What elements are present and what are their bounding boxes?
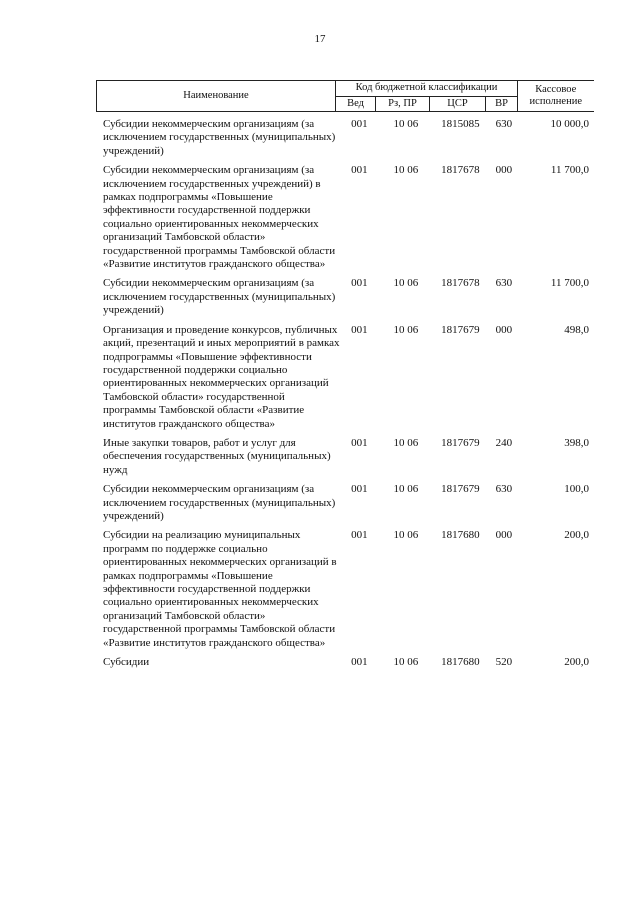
row-rz-pr: 10 06 xyxy=(393,656,419,669)
row-name: Иные закупки товаров, работ и услуг для обеспечения государственных (муниципальных) нужд xyxy=(103,436,331,476)
row-sum: 11 700,0 xyxy=(550,164,589,177)
row-ved: 001 xyxy=(351,656,368,669)
row-vr: 000 xyxy=(495,323,513,336)
table-row xyxy=(96,437,593,477)
row-ved: 001 xyxy=(351,118,368,130)
row-vr: 240 xyxy=(495,436,513,449)
header-rz-pr: Рз, ПР xyxy=(376,96,430,112)
table-row xyxy=(96,164,593,271)
row-name: Субсидии некоммерческим организациям (за исключением государственных (муниципальных) учреждений) xyxy=(103,118,336,157)
row-vr: 000 xyxy=(495,164,513,177)
row-rz-pr: 10 06 xyxy=(393,483,419,496)
row-rz-pr: 10 06 xyxy=(393,118,419,130)
table-row xyxy=(96,656,593,669)
row-sum: 200,0 xyxy=(564,529,589,542)
row-name: Организация и проведение конкурсов, публичных акций, презентаций и иных мероприятий в рамках подпрограммы «Повышение эффективности государственной поддержки социально ориентированных некоммерческих организаций Тамбовской области» государственной программы Тамбовской области «Развитие институтов гражданского общества» xyxy=(103,323,340,430)
row-csr: 1817680 xyxy=(441,656,480,669)
row-csr: 1817678 xyxy=(441,164,480,177)
row-name: Субсидии некоммерческим организациям (за исключением государственных учреждений) в рамках подпрограммы «Повышение эффективности государственной поддержки социально ориентированных некоммерческих организаций Тамбовской области» государственной программы Тамбовской области «Развитие институтов гражданского общества» xyxy=(103,164,336,271)
header-budget-code: Код бюджетной классификации xyxy=(336,81,518,97)
header-ved: Вед xyxy=(336,96,376,112)
row-name: Субсидии на реализацию муниципальных программ по поддержке социально ориентированных некоммерческих организаций в рамках подпрограммы «Повышение эффективности государственной поддержки социально ориентированных некоммерческих организаций Тамбовской области» государственной программы Тамбовской области «Развитие институтов гражданского общества» xyxy=(103,529,337,649)
table-row xyxy=(96,277,593,317)
table-row xyxy=(96,118,593,158)
header-csr: ЦСР xyxy=(430,96,486,112)
row-sum: 11 700,0 xyxy=(550,277,589,290)
row-sum: 100,0 xyxy=(564,483,589,496)
row-rz-pr: 10 06 xyxy=(393,164,419,177)
row-csr: 1815085 xyxy=(441,118,480,130)
row-vr: 630 xyxy=(495,118,513,130)
header-cash-execution: Кассовое исполнение xyxy=(518,81,594,112)
table-row xyxy=(96,529,593,650)
table-body xyxy=(96,118,593,675)
row-sum: 398,0 xyxy=(564,436,589,449)
row-ved: 001 xyxy=(351,164,368,177)
row-name: Субсидии некоммерческим организациям (за исключением государственных (муниципальных) учреждений) xyxy=(103,483,336,522)
row-ved: 001 xyxy=(351,529,368,542)
row-vr: 630 xyxy=(495,277,513,290)
row-ved: 001 xyxy=(351,323,368,336)
row-rz-pr: 10 06 xyxy=(393,529,419,542)
row-rz-pr: 10 06 xyxy=(393,323,419,336)
row-sum: 10 000,0 xyxy=(550,118,589,130)
row-csr: 1817680 xyxy=(441,529,480,542)
row-csr: 1817679 xyxy=(441,323,480,336)
table-row xyxy=(96,483,593,523)
row-ved: 001 xyxy=(351,436,368,449)
table-row xyxy=(96,324,593,431)
row-rz-pr: 10 06 xyxy=(393,277,419,290)
row-rz-pr: 10 06 xyxy=(393,436,419,449)
row-vr: 000 xyxy=(495,529,513,542)
row-ved: 001 xyxy=(351,483,368,496)
page-number: 17 xyxy=(314,33,326,45)
row-csr: 1817679 xyxy=(441,483,480,496)
row-csr: 1817679 xyxy=(441,436,480,449)
row-vr: 520 xyxy=(495,656,513,669)
row-sum: 200,0 xyxy=(564,656,589,669)
header-name: Наименование xyxy=(97,81,336,112)
table-header xyxy=(96,80,594,112)
row-vr: 630 xyxy=(495,483,513,496)
header-vr: ВР xyxy=(486,96,518,112)
row-csr: 1817678 xyxy=(441,277,480,290)
row-name: Субсидии xyxy=(103,656,150,669)
row-name: Субсидии некоммерческим организациям (за исключением государственных (муниципальных) учреждений) xyxy=(103,277,336,317)
row-ved: 001 xyxy=(351,277,368,290)
row-sum: 498,0 xyxy=(564,323,589,336)
